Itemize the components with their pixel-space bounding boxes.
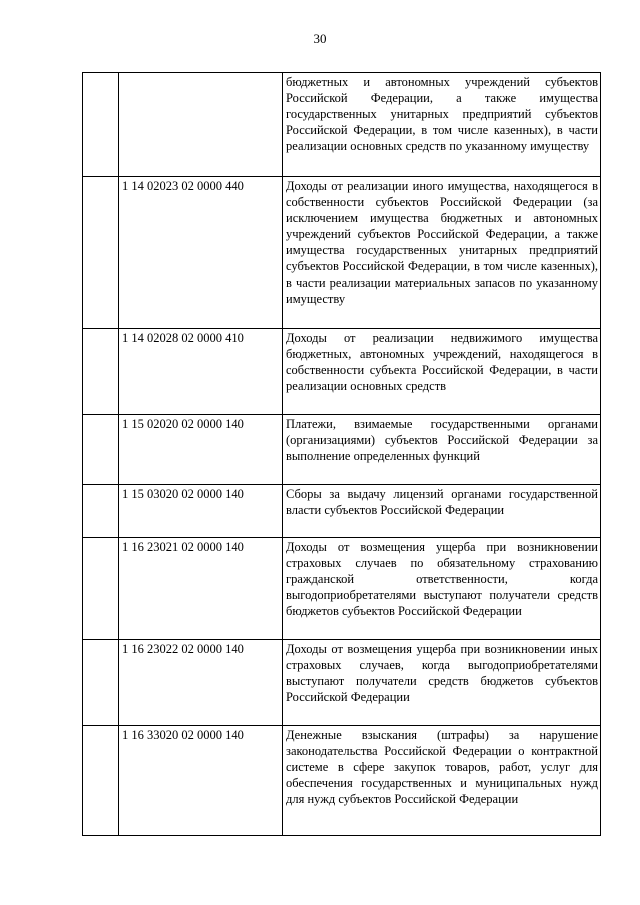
- code-cell: 1 15 03020 02 0000 140: [119, 485, 283, 538]
- description-cell: Доходы от реализации недвижимого имущества бюджетных, автономных учреждений, находящегося в собственности субъекта Российской Федерации, в части реализации основных средств: [283, 329, 601, 415]
- description-cell: Доходы от возмещения ущерба при возникновении страховых случаев по обязательному страхованию гражданской ответственности, когда выгодоприобретателями выступают получатели средств бюджетов субъектов Российской Федерации: [283, 538, 601, 640]
- table-row: [83, 177, 601, 329]
- table-row: [83, 640, 601, 726]
- code-cell: 1 16 23022 02 0000 140: [119, 640, 283, 726]
- description-cell: Денежные взыскания (штрафы) за нарушение законодательства Российской Федерации о контрактной системе в сфере закупок товаров, работ, услуг для обеспечения государственных и муниципальных нужд для нужд субъектов Российской Федерации: [283, 726, 601, 836]
- code-cell: 1 14 02028 02 0000 410: [119, 329, 283, 415]
- table-row: [83, 726, 601, 836]
- description-cell: Доходы от возмещения ущерба при возникновении иных страховых случаев, когда выгодоприобретателями выступают получатели средств бюджетов субъектов Российской Федерации: [283, 640, 601, 726]
- code-cell: 1 14 02023 02 0000 440: [119, 177, 283, 329]
- page-number: 30: [313, 31, 327, 46]
- description-cell: Сборы за выдачу лицензий органами государственной власти субъектов Российской Федерации: [283, 485, 601, 538]
- code-cell: 1 16 33020 02 0000 140: [119, 726, 283, 836]
- blank-cell: [83, 329, 119, 415]
- code-cell: 1 15 02020 02 0000 140: [119, 415, 283, 485]
- table-row: [83, 485, 601, 538]
- blank-cell: [83, 538, 119, 640]
- table-row: [83, 73, 601, 177]
- description-cell: Платежи, взимаемые государственными органами (организациями) субъектов Российской Федерации за выполнение определенных функций: [283, 415, 601, 485]
- blank-cell: [83, 640, 119, 726]
- code-cell: 1 16 23021 02 0000 140: [119, 538, 283, 640]
- blank-cell: [83, 73, 119, 177]
- code-cell: [119, 73, 283, 177]
- table-row: [83, 415, 601, 485]
- blank-cell: [83, 177, 119, 329]
- table-row: [83, 538, 601, 640]
- blank-cell: [83, 415, 119, 485]
- description-cell: Доходы от реализации иного имущества, находящегося в собственности субъектов Российской Федерации (за исключением имущества бюджетных и автономных учреждений субъектов Российской Федерации, а также имущества государственных унитарных предприятий субъектов Российской Федерации, в том числе казенных), в части реализации материальных запасов по указанному имуществу: [283, 177, 601, 329]
- blank-cell: [83, 485, 119, 538]
- table-row: [83, 329, 601, 415]
- revenue-codes-table: [82, 72, 601, 836]
- description-cell: бюджетных и автономных учреждений субъектов Российской Федерации, а также имущества государственных унитарных предприятий субъектов Российской Федерации, в том числе казенных), в части реализации основных средств по указанному имуществу: [283, 73, 601, 177]
- blank-cell: [83, 726, 119, 836]
